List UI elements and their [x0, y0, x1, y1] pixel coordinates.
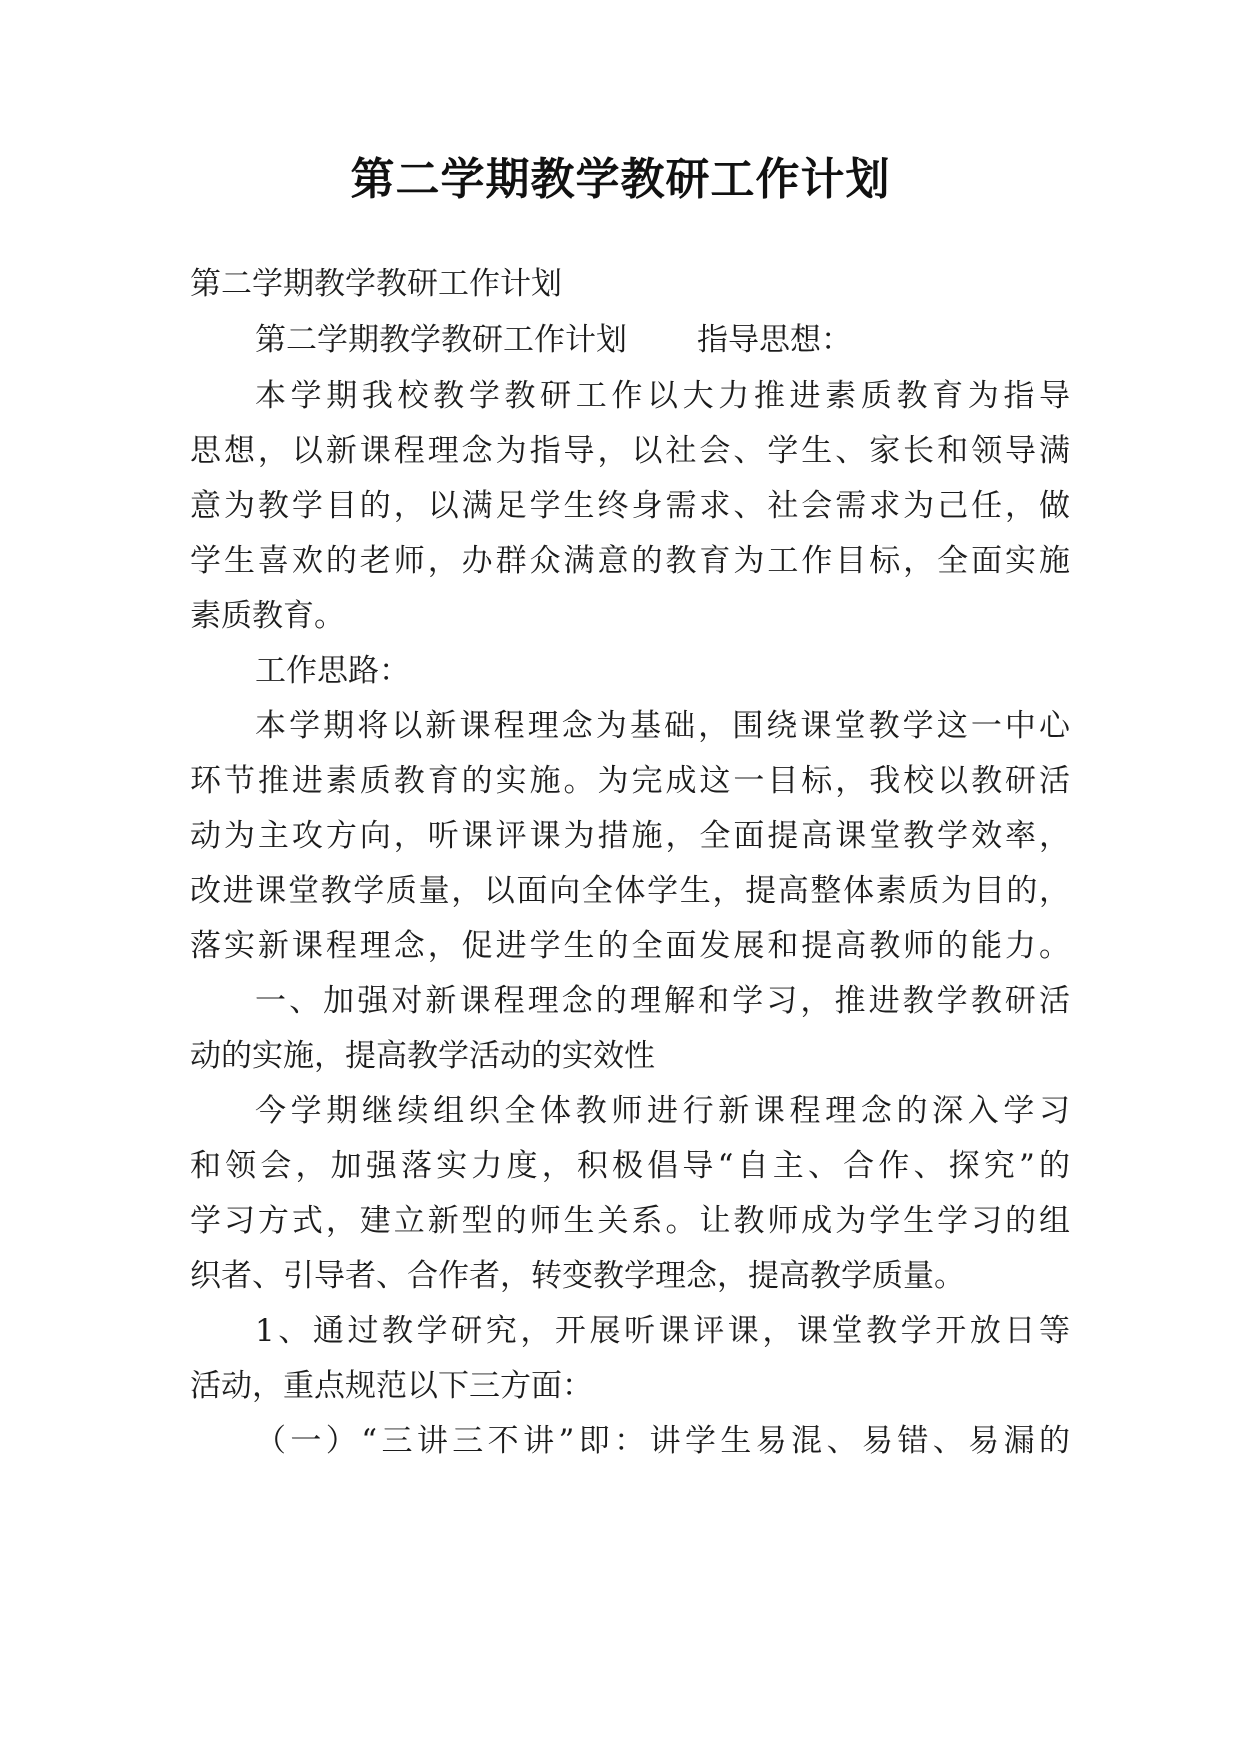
body-line: 意为教学目的，以满足学生终身需求、社会需求为己任，做 [190, 488, 1070, 524]
subheading-text: 第二学期教学教研工作计划 [255, 322, 627, 358]
body-line: 动为主攻方向，听课评课为措施，全面提高课堂教学效率， [190, 818, 1070, 854]
body-line: 本学期我校教学教研工作以大力推进素质教育为指导 [255, 378, 1070, 414]
body-line: 学习方式，建立新型的师生关系。让教师成为学生学习的组 [190, 1203, 1070, 1239]
body-line: 落实新课程理念，促进学生的全面发展和提高教师的能力。 [190, 928, 1070, 964]
body-line: 动的实施，提高教学活动的实效性 [190, 1038, 655, 1074]
body-line: 织者、引导者、合作者，转变教学理念，提高教学质量。 [190, 1258, 965, 1294]
body-line: 一、加强对新课程理念的理解和学习，推进教学教研活 [255, 983, 1070, 1019]
body-line: 活动，重点规范以下三方面： [190, 1368, 593, 1404]
body-line: 第二学期教学教研工作计划 [190, 266, 562, 302]
body-line: 改进课堂教学质量，以面向全体学生，提高整体素质为目的， [190, 873, 1070, 909]
body-line: 素质教育。 [190, 598, 345, 634]
body-line: 1、通过教学研究，开展听课评课，课堂教学开放日等 [255, 1313, 1070, 1349]
body-line: 学生喜欢的老师，办群众满意的教育为工作目标，全面实施 [190, 543, 1070, 579]
body-line: 今学期继续组织全体教师进行新课程理念的深入学习 [255, 1093, 1070, 1129]
section-label: 指导思想： [697, 322, 852, 358]
body-line [255, 318, 852, 362]
body-line: 环节推进素质教育的实施。为完成这一目标，我校以教研活 [190, 763, 1070, 799]
body-line: 思想，以新课程理念为指导，以社会、学生、家长和领导满 [190, 433, 1070, 469]
document-title: 第二学期教学教研工作计划 [350, 154, 891, 205]
body-line: 和领会，加强落实力度，积极倡导“自主、合作、探究”的 [190, 1148, 1070, 1184]
body-line: （一）“三讲三不讲”即：讲学生易混、易错、易漏的 [255, 1423, 1070, 1459]
section-label: 工作思路： [255, 653, 410, 689]
body-line: 本学期将以新课程理念为基础，围绕课堂教学这一中心 [255, 708, 1070, 744]
